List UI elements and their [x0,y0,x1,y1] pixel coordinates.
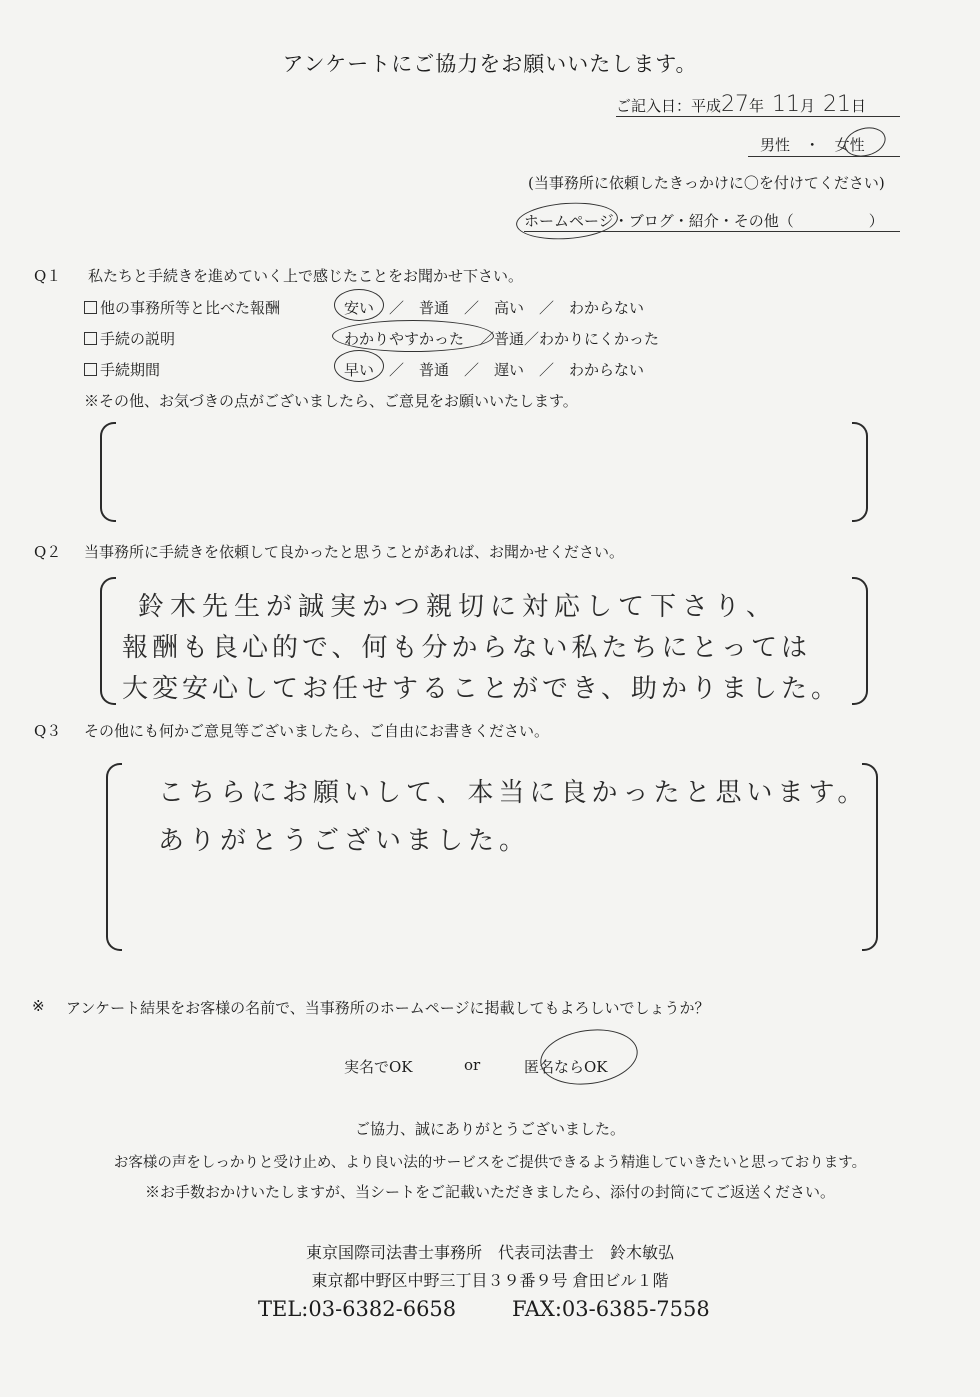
date-line [616,92,900,117]
office-fax: FAX:03-6385-7558 [512,1297,710,1321]
q2-question: 当事務所に手続きを依頼して良かったと思うことがあれば、お聞かせください。 [84,543,625,561]
gender-separator: ・ [804,136,820,154]
q3-answer-bracket-left [106,763,122,951]
q3-label: Q３ [34,722,62,740]
q1-row-explanation [84,328,175,349]
explanation-checkbox[interactable] [84,332,97,345]
q1-row-period [84,359,160,380]
q3-answer-line-2: ありがとうございました。 [158,826,531,856]
publish-anonymous[interactable]: 匿名ならOK [524,1058,608,1076]
date-month: 11 [772,92,801,117]
q1-comment-bracket-right [852,422,868,522]
date-year-unit: 年 [749,97,765,115]
q2-answer-bracket-left [100,577,116,705]
publish-question: アンケート結果をお客様の名前で、当事務所のホームページに掲載してもよろしいでしょうか？ [66,999,710,1017]
gender-female: 女性 [834,136,865,154]
date-month-unit: 月 [800,97,816,115]
q2-answer-line-3: 大変安心してお任せすることができ、助かりました。 [122,674,841,704]
office-address: 東京都中野区中野三丁目３９番９号 倉田ビル１階 [311,1271,669,1290]
period-fast-mark [334,350,384,382]
trigger-homepage-mark [515,199,619,242]
q1-row-fee [84,297,280,318]
date-day: 21 [823,92,852,117]
q1-note: ※その他、お気づきの点がございましたら、ご意見をお願いいたします。 [84,392,578,410]
fee-item: 他の事務所等と比べた報酬 [100,299,281,317]
office-name: 東京国際司法書士事務所 代表司法書士 鈴木敏弘 [305,1243,674,1262]
date-year: 27 [721,92,750,117]
q3-answer-line-1: こちらにお願いして、本当に良かったと思います。 [158,778,869,808]
footer-message: お客様の声をしっかりと受け止め、より良い法的サービスをご提供できるよう精進していきたいと思っております。 [113,1155,867,1171]
q2-label: Q２ [34,543,62,561]
period-checkbox[interactable] [84,363,97,376]
q2-answer-bracket-right [852,577,868,705]
period-options: 早い ／ 普通 ／ 遅い ／ わからない [344,361,645,379]
office-tel: TEL:03-6382-6658 [258,1297,457,1321]
trigger-options: ホームページ・ブログ・紹介・その他（ ） [524,210,900,232]
publish-or: or [464,1056,481,1074]
q1-comment-bracket-left [100,422,116,522]
footer-return-note: ※お手数おかけいたしますが、当シートをご記載いただきましたら、添付の封筒にてご返送ください。 [144,1183,835,1201]
publish-real-name[interactable]: 実名でOK [344,1058,413,1076]
gender-male: 男性 [760,136,791,154]
date-prefix: ご記入日：平成 [616,97,722,115]
period-item: 手続期間 [100,361,161,379]
explanation-clear-mark [332,320,494,352]
publish-anonymous-mark [537,1023,642,1090]
fee-options: 安い ／ 普通 ／ 高い ／ わからない [344,299,645,317]
q3-question: その他にも何かご意見等ございましたら、ご自由にお書きください。 [84,722,550,740]
explanation-options: わかりやすかった ／普通／わかりにくかった [344,330,660,348]
trigger-prompt: (当事務所に依頼したきっかけに〇を付けてください) [528,174,885,192]
publish-mark: ※ [32,997,45,1015]
footer-thanks: ご協力、誠にありがとうございました。 [354,1120,625,1138]
explanation-item: 手続の説明 [100,330,176,348]
q2-answer-line-1: 鈴木先生が誠実かつ親切に対応して下さり、 [138,592,779,622]
q1-label: Q１ [34,267,62,285]
date-day-unit: 日 [851,97,867,115]
survey-title: アンケートにご協力をお願いいたします。 [282,52,698,76]
fee-checkbox[interactable] [84,301,97,314]
q2-answer-line-2: 報酬も良心的で、何も分からない私たちにとっては [122,633,811,663]
q1-question: 私たちと手続きを進めていく上で感じたことをお聞かせ下さい。 [88,267,524,285]
fee-cheap-mark [334,289,384,321]
